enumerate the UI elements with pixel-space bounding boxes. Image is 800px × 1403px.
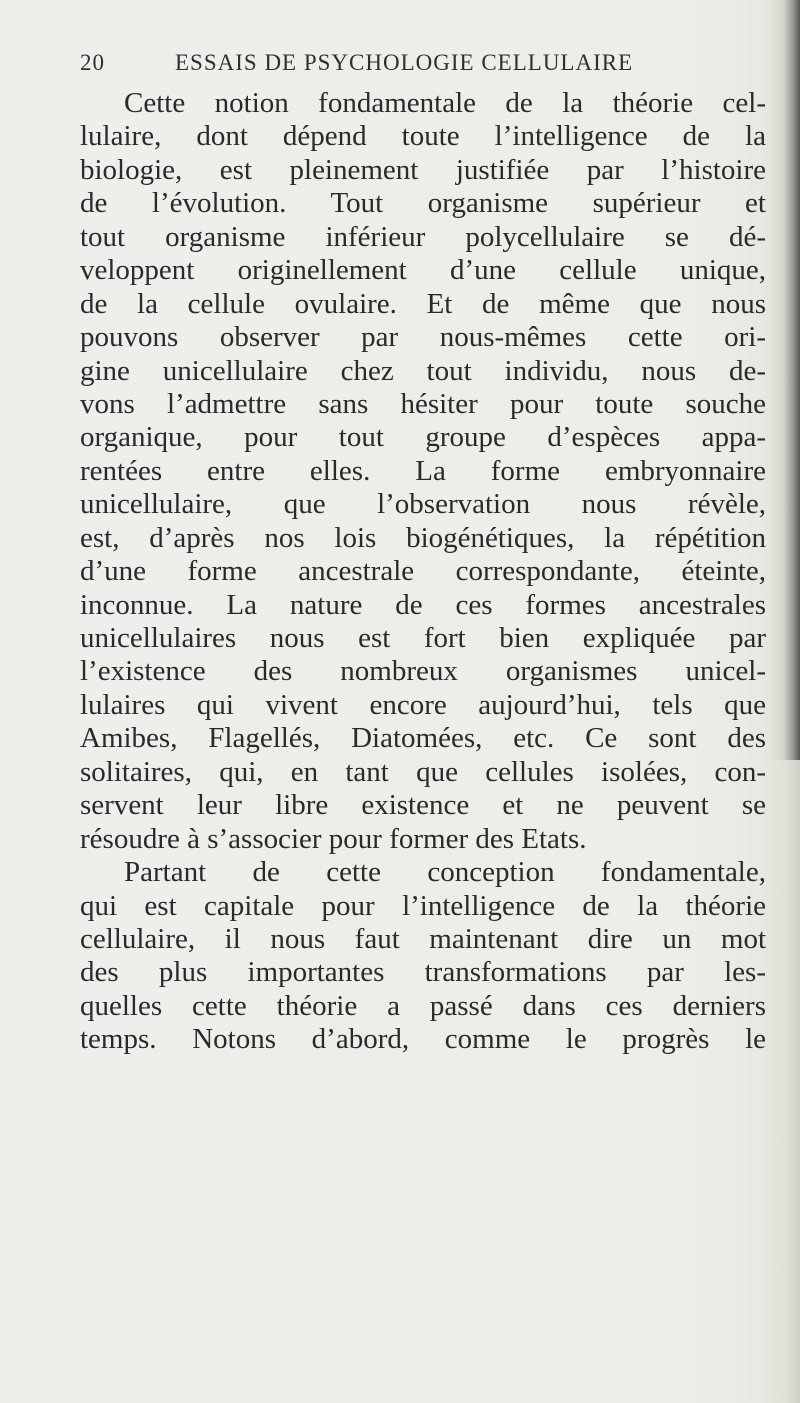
text-line: Amibes, Flagellés, Diatomées, etc. Ce sont des xyxy=(80,722,766,755)
text-line: Partant de cette conception fondamentale, xyxy=(124,856,766,889)
text-line: vons l’admettre sans hésiter pour toute souche xyxy=(80,387,766,420)
text-line: rentées entre elles. La forme embryonnaire xyxy=(80,454,766,487)
page-edge-shadow-lower xyxy=(784,760,800,1403)
text-line: de la cellule ovulaire. Et de même que nous xyxy=(80,287,766,320)
text-line: cellulaire, il nous faut maintenant dire un mot xyxy=(80,922,766,955)
body-text xyxy=(80,87,766,1057)
text-line: lulaires qui vivent encore aujourd’hui, tels que xyxy=(80,688,766,721)
text-line: Cette notion fondamentale de la théorie cel- xyxy=(124,87,766,119)
text-line: servent leur libre existence et ne peuvent se xyxy=(80,789,766,822)
text-line: organique, pour tout groupe d’espèces appa- xyxy=(80,421,766,454)
text-line: des plus importantes transformations par les- xyxy=(80,956,766,989)
text-line: lulaire, dont dépend toute l’intelligence de la xyxy=(80,120,766,153)
text-line: unicellulaires nous est fort bien expliquée par xyxy=(80,622,766,654)
page-edge-shadow xyxy=(770,0,800,760)
running-head: ESSAIS DE PSYCHOLOGIE CELLULAIRE xyxy=(175,50,634,75)
page-header xyxy=(80,50,720,82)
text-line: résoudre à s’associer pour former des Etats. xyxy=(80,822,587,855)
text-line: veloppent originellement d’une cellule unique, xyxy=(80,254,766,287)
text-line: solitaires, qui, en tant que cellules isolées, con- xyxy=(80,755,766,788)
text-line: gine unicellulaire chez tout individu, nous de- xyxy=(80,354,766,387)
text-line: quelles cette théorie a passé dans ces derniers xyxy=(80,989,766,1022)
text-line: biologie, est pleinement justifiée par l’histoire xyxy=(80,153,766,186)
text-line: unicellulaire, que l’observation nous révèle, xyxy=(80,488,766,521)
text-line: est, d’après nos lois biogénétiques, la répétition xyxy=(80,521,766,554)
text-line: qui est capitale pour l’intelligence de la théorie xyxy=(80,889,766,922)
text-line: pouvons observer par nous-mêmes cette ori- xyxy=(80,321,766,354)
text-line: de l’évolution. Tout organisme supérieur et xyxy=(80,187,766,220)
text-line: l’existence des nombreux organismes unicel- xyxy=(80,655,766,688)
text-line: temps. Notons d’abord, comme le progrès le xyxy=(80,1023,766,1056)
text-line: inconnue. La nature de ces formes ancestrales xyxy=(80,588,766,621)
text-line: tout organisme inférieur polycellulaire se dé- xyxy=(80,220,766,253)
page-number: 20 xyxy=(80,50,105,75)
text-line: d’une forme ancestrale correspondante, éteinte, xyxy=(80,555,766,588)
